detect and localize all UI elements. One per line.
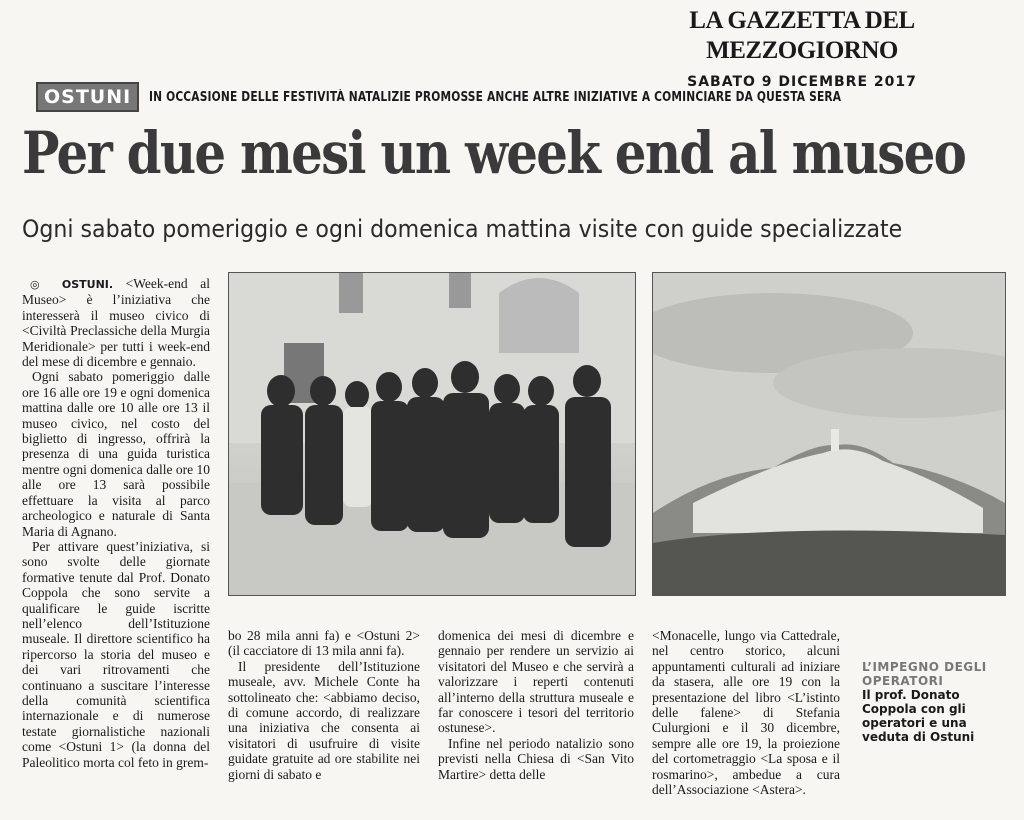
- paragraph: Per attivare quest’iniziativa, si sono svolte delle giornate formative tenute dal Prof. Donato Coppola che sono servite a qualificare le guide iscritte nell’elenco dell’Istituzione museale. Il direttore scientifico ha ripercorso la storia del museo e dei vari ritrovamenti che continuano a suscitare l’interesse della comunità scientifica internazionale e di numerose testate giornalistiche nazionali come <Ostuni 1> (la donna del Paleolitico morta col feto in grem-: [22, 538, 210, 770]
- place-tag: OSTUNI: [36, 82, 139, 112]
- caption-title: L’IMPEGNO DEGLI OPERATORI: [862, 660, 987, 688]
- group-photo-image: [229, 273, 635, 595]
- dateline: ◎ OSTUNI.: [30, 278, 114, 291]
- paragraph: domenica dei mesi di dicembre e gennaio per rendere un servizio ai visitatori del Museo e che servirà a valorizzare i reperti contenuti all’interno della struttura museale e far conoscere i tesori del territorio ostunese>.: [438, 628, 634, 736]
- newspaper-name: LA GAZZETTA DEL MEZZOGIORNO: [689, 7, 915, 64]
- article-column-1: [22, 276, 210, 770]
- article-column-4: [652, 628, 840, 797]
- subheadline: Ogni sabato pomeriggio e ogni domenica mattina visite con guide specializzate: [22, 215, 903, 243]
- paragraph: bo 28 mila anni fa) e <Ostuni 2> (il cacciatore di 13 mila anni fa).: [228, 628, 420, 659]
- paragraph: Il presidente dell’Istituzione museale, avv. Michele Conte ha sottolineato che: <abbiamo deciso, di comune accordo, di realizzare una iniziativa che consenta ai visitatori di usufruire di visite guidate gratuite ad ore stabilite nei giorni di sabato e: [228, 658, 420, 782]
- paragraph: <Monacelle, lungo via Cattedrale, nel centro storico, alcuni appuntamenti culturali ad iniziare da stasera, alle ore 19 con la presentazione del libro <L’istinto delle falene> di Stefania Culurgioni e il 30 dicembre, sempre alle ore 19, la proiezione del cortometraggio <La sposa e il rosmarino>, ambedue a cura dell’Associazione <Astera>.: [652, 628, 840, 798]
- photo-group-guides: [228, 272, 636, 596]
- article-column-3: [438, 628, 634, 782]
- paragraph: ◎ OSTUNI. <Week-end al Museo> è l’iniziativa che interesserà il museo civico di <Civiltà Preclassiche della Murgia Meridionale> per tutti i week-end del mese di dicembre e gennaio.: [22, 276, 210, 370]
- masthead: [602, 6, 1002, 90]
- kicker-text: IN OCCASIONE DELLE FESTIVITÀ NATALIZIE PROMOSSE ANCHE ALTRE INIZIATIVE A COMINCIARE DA QUESTA SERA: [149, 89, 842, 105]
- photo-caption: [862, 660, 1012, 744]
- caption-text: Il prof. Donato Coppola con gli operatori e una veduta di Ostuni: [862, 688, 975, 744]
- issue-date: SABATO 9 DICEMBRE 2017: [687, 74, 917, 90]
- article-column-2: [228, 628, 420, 782]
- ostuni-panorama-image: [653, 273, 1005, 595]
- paragraph: Infine nel periodo natalizio sono previsti nella Chiesa di <San Vito Martire> detta delle: [438, 735, 634, 782]
- kicker-line: [36, 82, 993, 112]
- headline: Per due mesi un week end al museo: [22, 119, 966, 187]
- paragraph: Ogni sabato pomeriggio dalle ore 16 alle ore 19 e ogni domenica mattina dalle ore 10 alle ore 13 il museo civico, nel costo del biglietto di ingresso, offrirà la presenza di una guida turistica mentre ogni domenica dalle ore 10 alle ore 13 sarà possibile effettuare la visita al parco archeologico e naturale di Santa Maria di Agnano.: [22, 369, 210, 539]
- photo-ostuni-view: [652, 272, 1006, 596]
